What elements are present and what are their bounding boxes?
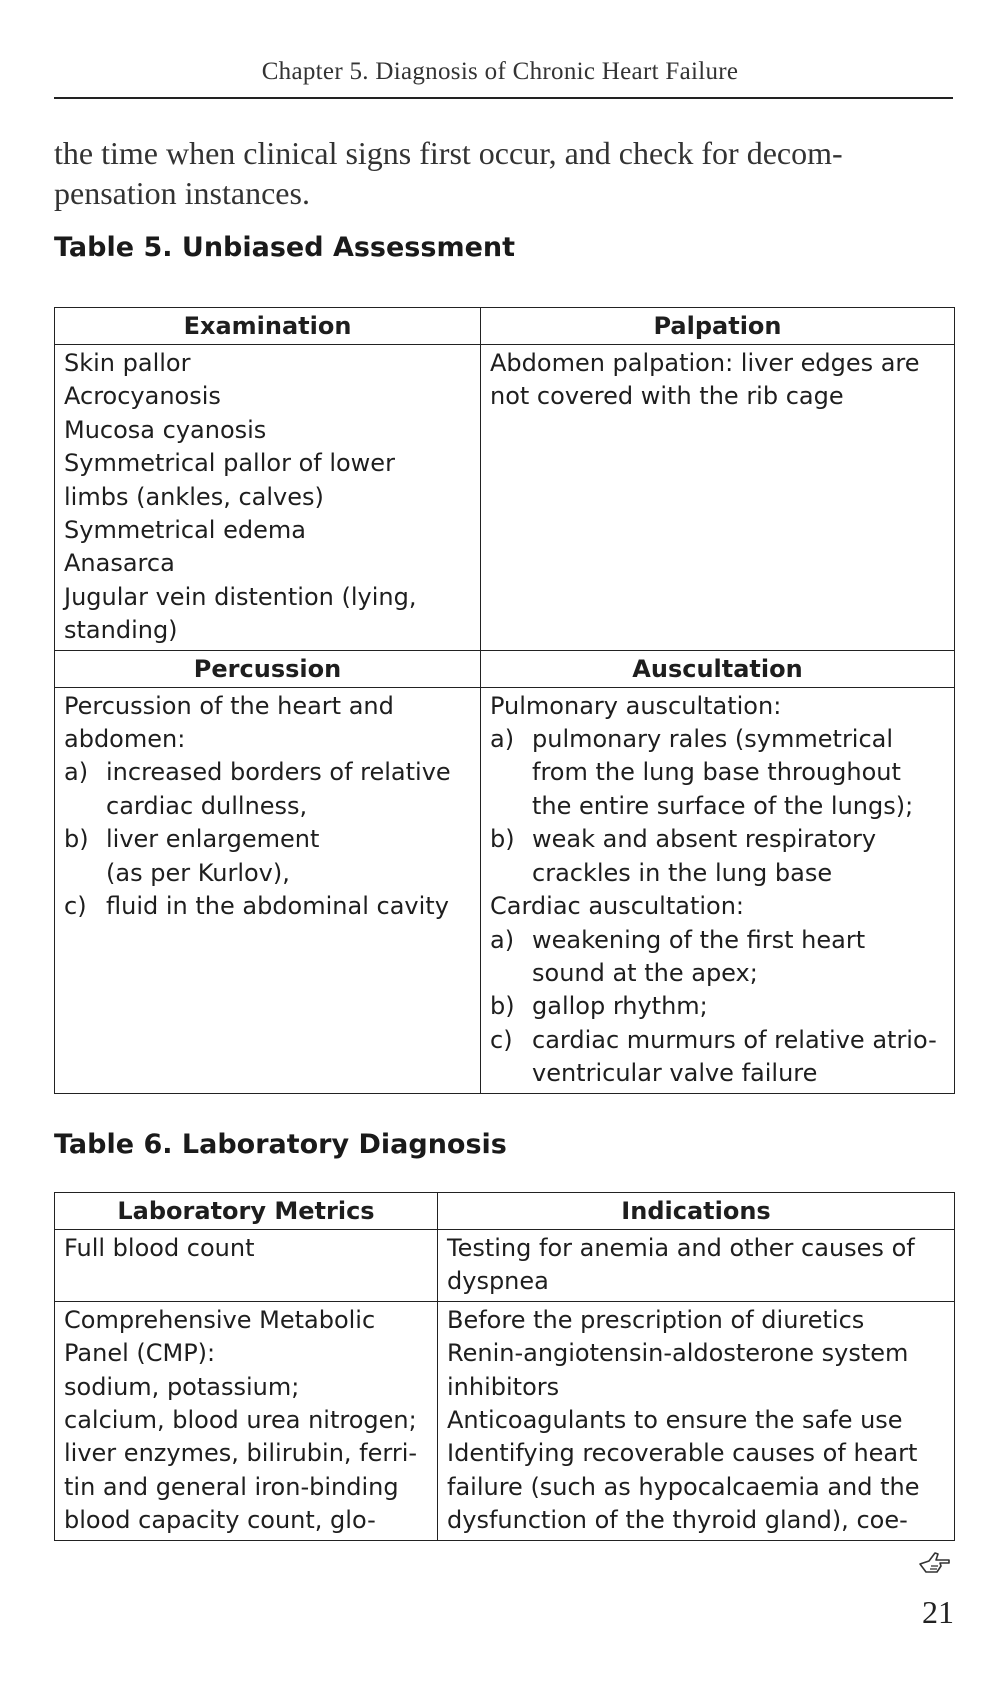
palpation-line: Abdomen palpation: liver edges are bbox=[490, 349, 920, 377]
table5-row bbox=[55, 687, 955, 1093]
metric-line: tin and general iron-binding bbox=[64, 1472, 399, 1501]
indication-cell bbox=[438, 1301, 955, 1540]
table5-header-row bbox=[55, 308, 955, 345]
table5-caption: Table 5. Unbiased Assessment bbox=[54, 232, 516, 263]
metric-cell bbox=[55, 1230, 438, 1302]
percussion-item bbox=[64, 890, 471, 923]
item-line: weak and absent respiratory bbox=[532, 825, 877, 854]
item-line: cardiac murmurs of relative atrio- bbox=[532, 1025, 937, 1054]
item-marker: a) bbox=[490, 925, 515, 954]
metric-cell bbox=[55, 1301, 438, 1540]
palpation-line: not covered with the rib cage bbox=[490, 382, 844, 411]
item-line: liver enlargement bbox=[106, 825, 320, 854]
intro-line: the time when clinical signs first occur, and check for decom- bbox=[54, 135, 843, 171]
palpation-cell bbox=[481, 345, 955, 651]
examination-line: standing) bbox=[64, 616, 178, 645]
item-marker: c) bbox=[490, 1025, 513, 1054]
item-line: from the lung base throughout bbox=[532, 758, 901, 787]
metric-line: blood capacity count, glo- bbox=[64, 1506, 376, 1535]
item-line: pulmonary rales (symmetrical bbox=[532, 725, 894, 754]
metric-line: calcium, blood urea nitrogen; bbox=[64, 1406, 417, 1435]
pulmonary-heading: Pulmonary auscultation: bbox=[490, 691, 782, 720]
examination-line: Mucosa cyanosis bbox=[64, 415, 267, 444]
item-line: crackles in the lung base bbox=[532, 858, 833, 887]
cardiac-heading: Cardiac auscultation: bbox=[490, 892, 745, 921]
metric-line: liver enzymes, bilirubin, ferri- bbox=[64, 1439, 418, 1468]
examination-line: Skin pallor bbox=[64, 349, 191, 377]
intro-paragraph bbox=[54, 133, 954, 213]
header-rule bbox=[54, 97, 953, 99]
examination-line: Symmetrical pallor of lower bbox=[64, 449, 395, 478]
auscultation-item bbox=[490, 1024, 945, 1091]
examination-cell bbox=[55, 345, 481, 651]
table6-row bbox=[55, 1301, 955, 1540]
item-line: gallop rhythm; bbox=[532, 992, 708, 1021]
indication-line: Testing for anemia and other causes of bbox=[447, 1234, 915, 1262]
auscultation-item bbox=[490, 924, 945, 991]
table6-caption: Table 6. Laboratory Diagnosis bbox=[54, 1129, 507, 1160]
indication-line: Before the prescription of diuretics bbox=[447, 1305, 865, 1334]
percussion-intro-line: abdomen: bbox=[64, 725, 186, 754]
item-marker: a) bbox=[64, 758, 89, 787]
percussion-item bbox=[64, 823, 471, 890]
item-marker: b) bbox=[490, 992, 515, 1021]
auscultation-item bbox=[490, 723, 945, 823]
item-marker: b) bbox=[490, 825, 515, 854]
page-number: 21 bbox=[922, 1594, 954, 1630]
item-line: the entire surface of the lungs); bbox=[532, 791, 914, 820]
examination-line: Jugular vein distention (lying, bbox=[64, 582, 417, 611]
item-marker: a) bbox=[490, 725, 515, 754]
auscultation-item bbox=[490, 990, 945, 1023]
metric-line: Full blood count bbox=[64, 1234, 255, 1262]
examination-line: Acrocyanosis bbox=[64, 382, 221, 411]
table5-row bbox=[55, 345, 955, 651]
indication-line: dysfunction of the thyroid gland), coe- bbox=[447, 1506, 908, 1535]
percussion-item bbox=[64, 756, 471, 823]
table6-header-row bbox=[55, 1193, 955, 1230]
item-line: fluid in the abdominal cavity bbox=[106, 892, 449, 921]
intro-line: pensation instances. bbox=[54, 175, 310, 211]
percussion-intro-line: Percussion of the heart and bbox=[64, 691, 394, 720]
item-line: weakening of the first heart bbox=[532, 925, 866, 954]
table5-header-examination: Examination bbox=[55, 308, 481, 345]
indication-line: Renin-angiotensin-aldosterone system bbox=[447, 1339, 909, 1368]
table5-unbiased-assessment bbox=[54, 307, 955, 1094]
table6-header-metrics: Laboratory Metrics bbox=[55, 1193, 438, 1230]
indication-line: Anticoagulants to ensure the safe use bbox=[447, 1406, 903, 1435]
indication-cell bbox=[438, 1230, 955, 1302]
table5-header-row bbox=[55, 650, 955, 687]
table6-row bbox=[55, 1230, 955, 1302]
item-line: sound at the apex; bbox=[532, 958, 758, 987]
table5-header-palpation: Palpation bbox=[481, 308, 955, 345]
table5-header-auscultation: Auscultation bbox=[481, 650, 955, 687]
item-line: cardiac dullness, bbox=[106, 791, 308, 820]
table6-header-indications: Indications bbox=[438, 1193, 955, 1230]
item-marker: c) bbox=[64, 892, 87, 921]
auscultation-cell bbox=[481, 687, 955, 1093]
table6-laboratory-diagnosis bbox=[54, 1192, 955, 1541]
examination-line: limbs (ankles, calves) bbox=[64, 482, 324, 511]
item-line: (as per Kurlov), bbox=[106, 858, 290, 887]
table5-header-percussion: Percussion bbox=[55, 650, 481, 687]
indication-line: dyspnea bbox=[447, 1267, 549, 1296]
metric-line: Panel (CMP): bbox=[64, 1339, 216, 1368]
metric-line: sodium, potassium; bbox=[64, 1372, 300, 1401]
indication-line: failure (such as hypocalcaemia and the bbox=[447, 1472, 920, 1501]
metric-line: Comprehensive Metabolic bbox=[64, 1305, 376, 1334]
item-line: increased borders of relative bbox=[106, 758, 451, 787]
indication-line: inhibitors bbox=[447, 1372, 560, 1401]
item-marker: b) bbox=[64, 825, 89, 854]
percussion-cell bbox=[55, 687, 481, 1093]
item-line: ventricular valve failure bbox=[532, 1059, 818, 1088]
examination-line: Symmetrical edema bbox=[64, 516, 306, 545]
auscultation-item bbox=[490, 823, 945, 890]
examination-line: Anasarca bbox=[64, 549, 175, 578]
indication-line: Identifying recoverable causes of heart bbox=[447, 1439, 918, 1468]
pointing-hand-icon bbox=[918, 1548, 952, 1576]
running-head: Chapter 5. Diagnosis of Chronic Heart Failure bbox=[261, 58, 739, 85]
